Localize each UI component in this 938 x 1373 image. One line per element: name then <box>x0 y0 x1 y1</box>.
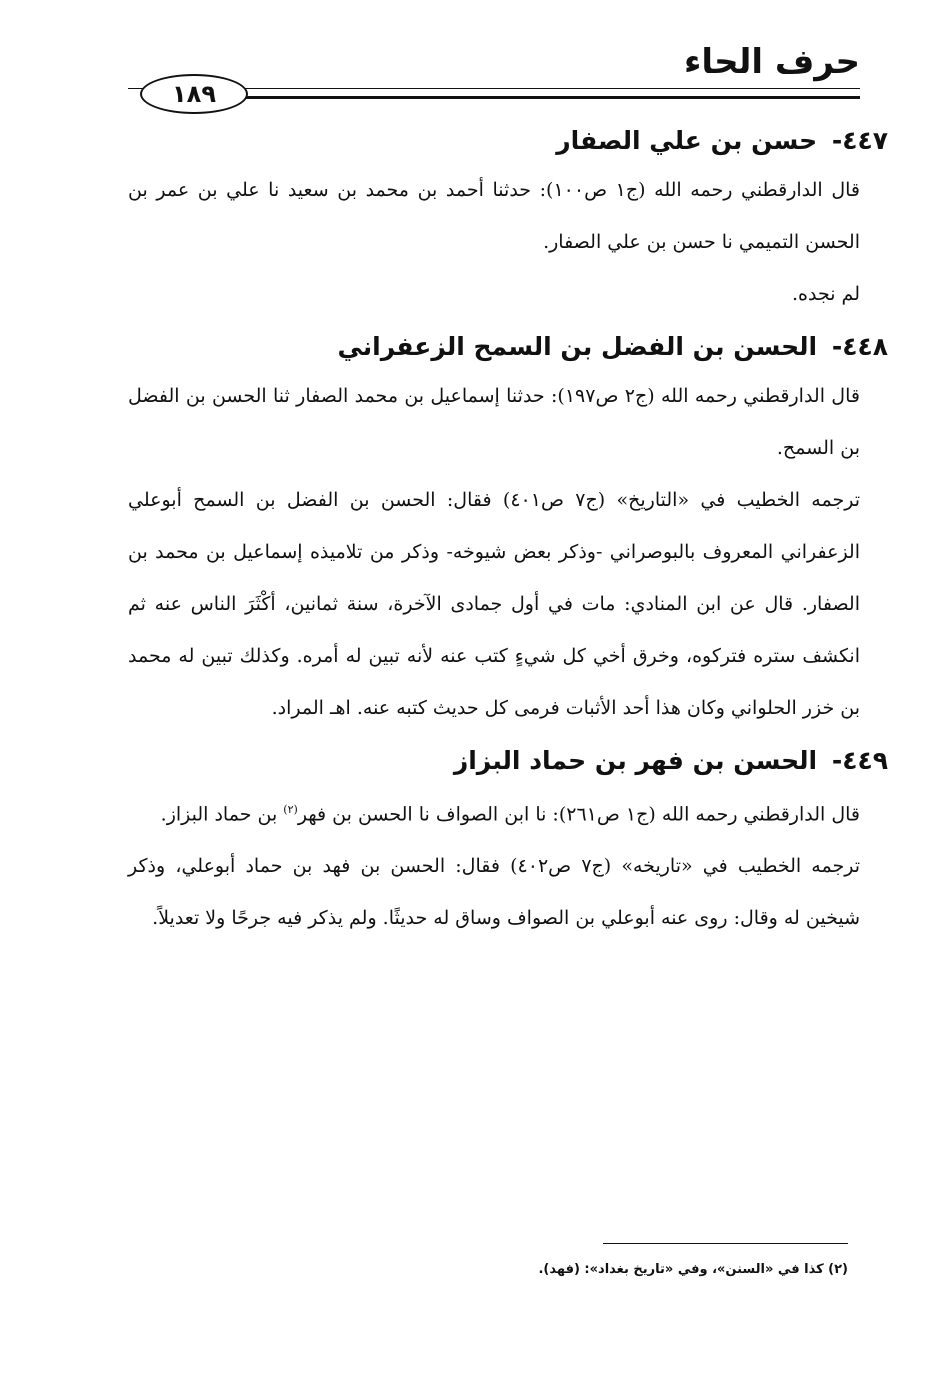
paragraph: قال الدارقطني رحمه الله (ج١ ص١٠٠): حدثنا أحمد بن محمد بن سعيد نا علي بن عمر بن الحسن التميمي نا حسن بن علي الصفار. <box>128 179 860 253</box>
paragraph: لم نجده. <box>792 283 860 305</box>
paragraph: قال الدارقطني رحمه الله (ج٢ ص١٩٧): حدثنا إسماعيل بن محمد الصفار ثنا الحسن بن الفضل بن السمح. <box>128 385 860 459</box>
entry-number: ٤٤٩- <box>831 746 888 775</box>
paragraph-text: قال الدارقطني رحمه الله (ج١ ص٢٦١): نا ابن الصواف نا الحسن بن فهر <box>297 803 860 826</box>
entry-heading-447 <box>128 118 888 164</box>
paragraph: ترجمه الخطيب في «التاريخ» (ج٧ ص٤٠١) فقال: الحسن بن الفضل بن السمح أبوعلي الزعفراني المعروف بالبوصراني -وذكر بعض شيوخه- وذكر من تلاميذه إسماعيل بن محمد بن الصفار. قال عن ابن المنادي: مات في أول جمادى الآخرة، سنة ثمانين، أكْثَرَ الناس عنه ثم انكشف ستره فتركوه، وخرق أخي كل شيءٍ كتب عنه لأنه تبين له أمره. وكذلك تبين له محمد بن خزر الحلواني وكان هذا أحد الأثبات فرمى كل حديث كتبه عنه. اهـ المراد. <box>128 489 860 719</box>
chapter-title: حرف الحاء <box>683 42 860 82</box>
paragraph <box>128 784 888 840</box>
footnote-rule <box>603 1243 848 1244</box>
header-rule <box>218 96 860 99</box>
footnote-marker[interactable]: (٢) <box>283 803 298 816</box>
paragraph: ترجمه الخطيب في «تاريخه» (ج٧ ص٤٠٢) فقال: الحسن بن فهد بن حماد أبوعلي، وذكر شيخين له وقال: روى عنه أبوعلي بن الصواف وساق له حديثًا. ولم يذكر فيه جرحًا ولا تعديلاً. <box>128 855 860 930</box>
page-header <box>128 36 860 106</box>
entry-number: ٤٤٨- <box>831 332 888 361</box>
entry-name: الحسن بن فهر بن حماد البزاز <box>453 746 818 775</box>
footnote: (٢) كذا في «السنن»، وفي «تاريخ بغداد»: (فهد). <box>538 1262 848 1277</box>
entry-heading-449 <box>128 738 888 784</box>
paragraph-text: بن حماد البزاز. <box>160 803 284 826</box>
entry-heading-448 <box>128 324 888 370</box>
entry-name: الحسن بن الفضل بن السمح الزعفراني <box>337 332 818 361</box>
entry-name: حسن بن علي الصفار <box>556 126 818 155</box>
page-number: ١٨٩ <box>140 74 248 114</box>
main-content <box>128 118 888 944</box>
entry-number: ٤٤٧- <box>831 126 888 155</box>
